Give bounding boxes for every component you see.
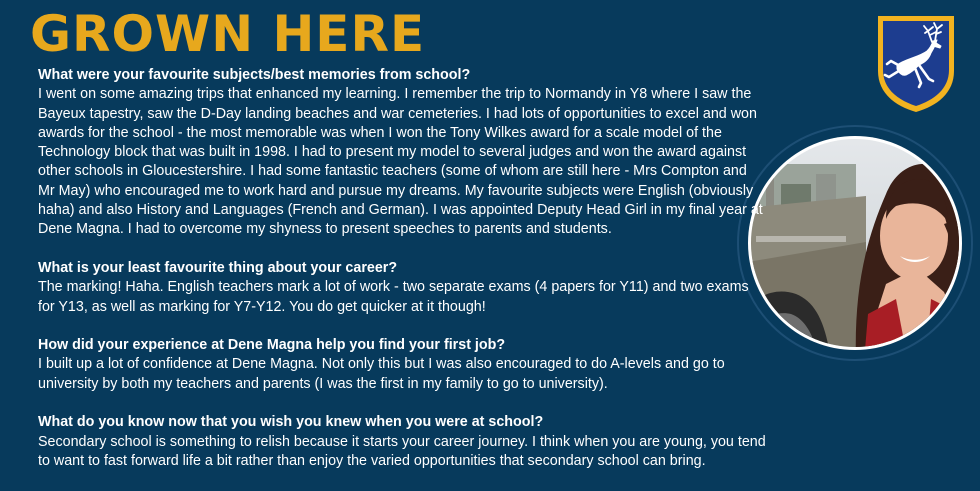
answer-text: I built up a lot of confidence at Dene Magna. Not only this but I was also encouraged to do A-levels and go to university by both my teachers and parents (I was the first in my family to go to university). [38, 356, 725, 392]
qa-section [38, 66, 766, 240]
page-title: GROWN HERE [30, 5, 426, 63]
qa-content [38, 66, 766, 491]
qa-section [38, 259, 766, 317]
question-heading: What do you know now that you wish you knew when you were at school? [38, 414, 544, 431]
profile-photo [736, 124, 974, 362]
stag-crest-icon [875, 13, 957, 115]
qa-section [38, 336, 766, 394]
question-heading: What were your favourite subjects/best memories from school? [38, 67, 471, 83]
answer-text: The marking! Haha. English teachers mark a lot of work - two separate exams (4 papers for Y11) and two exams for Y13, as well as marking for Y7-Y12. You do get quicker at it though! [38, 279, 749, 315]
question-heading: What is your least favourite thing about your career? [38, 259, 398, 276]
question-heading: How did your experience at Dene Magna help you find your first job? [38, 337, 506, 354]
qa-section [38, 413, 766, 471]
answer-text: I went on some amazing trips that enhanced my learning. I remember the trip to Normandy in Y8 where I saw the Bayeux tapestry, saw the D-Day landing beaches and war cemeteries. I had lots of opportunities to excel and won awards for the school - the most memorable was when I won the Tony Wilkes award for a scale model of the Technology block that was built in 1998. I had to present my model to several judges and won the award against other schools in Gloucestershire. I had some fantastic teachers (some of whom are still here - Mrs Compton and Mr May) who encouraged me to work hard and pursue my dreams. My favourite subjects were English (obviously haha) and also History and Languages (French and German). I was appointed Deputy Head Girl in my final year at Dene Magna. I had to overcome my shyness to present speeches to parents and students. [38, 86, 763, 238]
answer-text: Secondary school is something to relish because it starts your career journey. I think when you are young, you tend to want to fast forward life a bit rather than enjoy the varied opportunities that secondary school can bring. [38, 433, 766, 469]
